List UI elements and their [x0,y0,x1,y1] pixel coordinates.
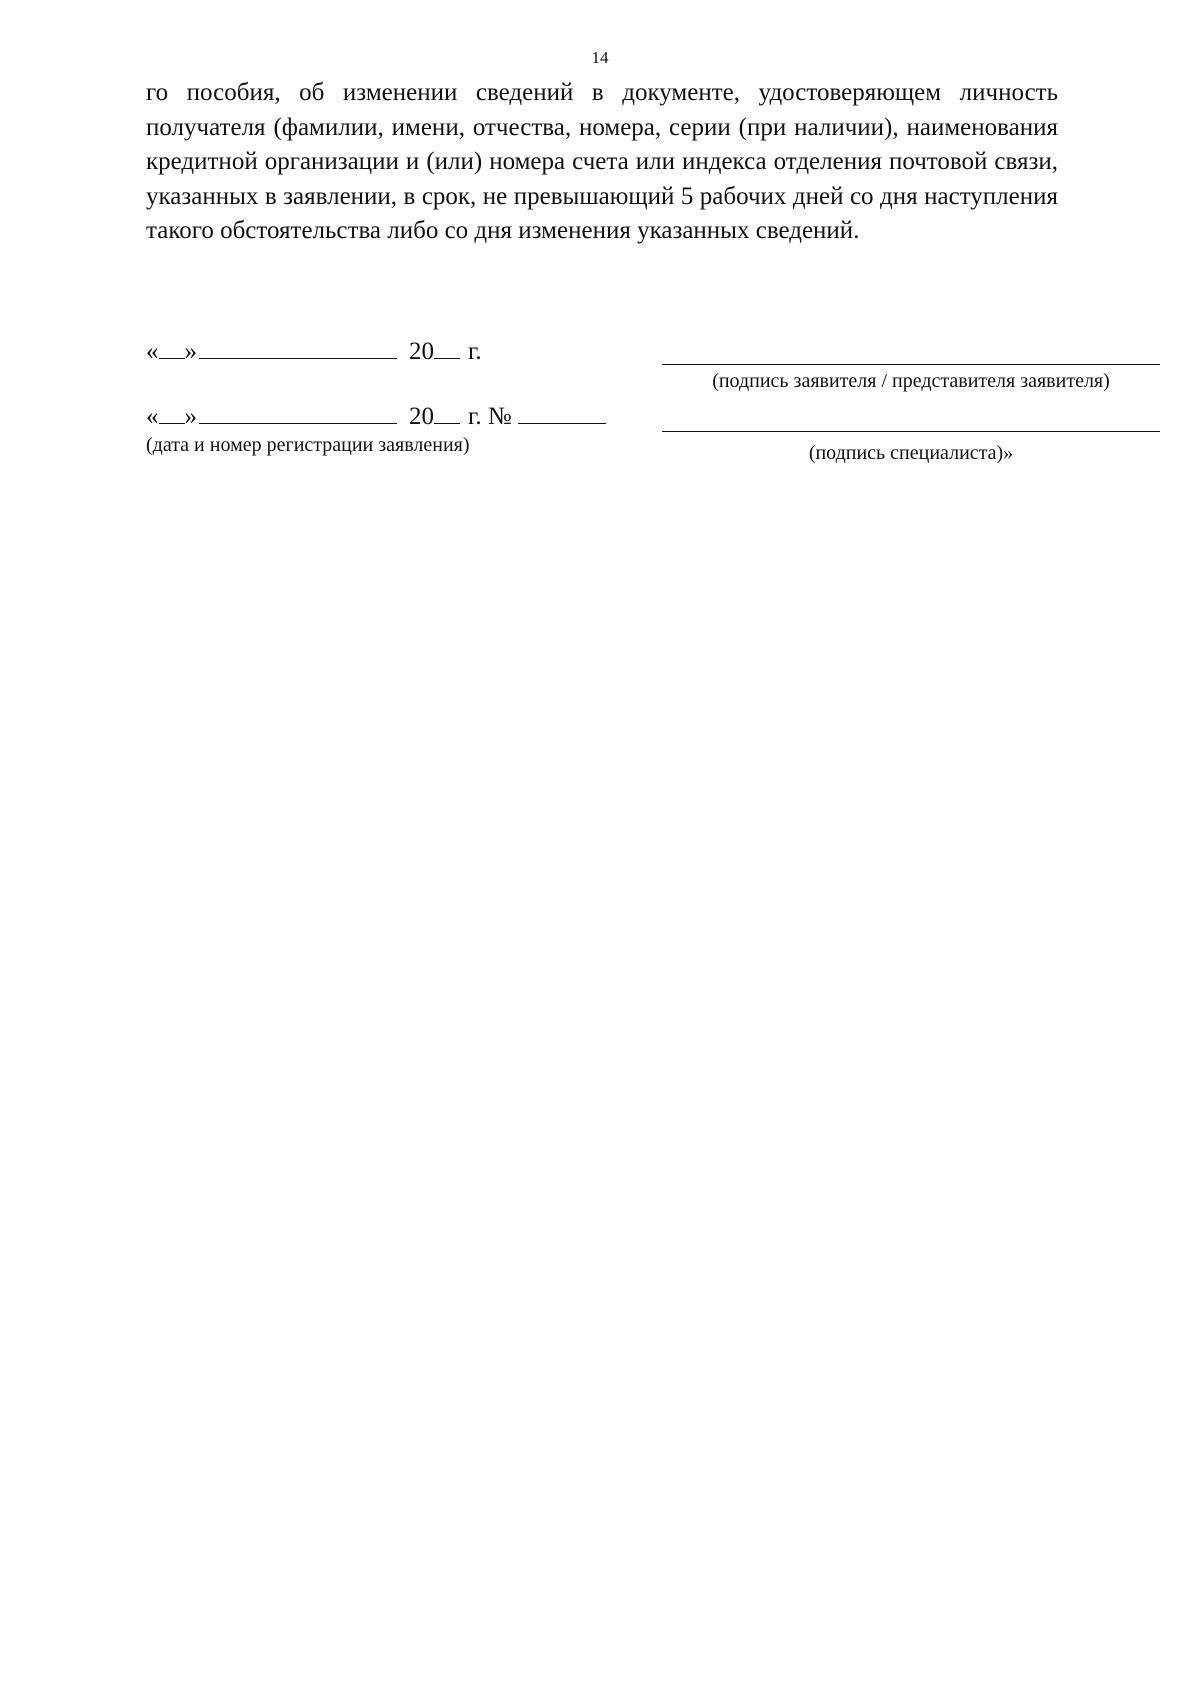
year-blank [434,401,460,424]
year-prefix: 20 [409,403,434,430]
day-blank [159,401,185,424]
year-number-suffix: г. № [468,403,512,430]
registration-caption: (дата и номер регистрации заявления) [146,434,470,456]
applicant-signature-caption: (подпись заявителя / представителя заявителя) [712,370,1110,392]
page-number: 14 [591,48,609,67]
specialist-signature-line [662,431,1160,432]
body-paragraph: го пособия, об изменении сведений в документе, удостоверяющем личность получателя (фамилии, имени, отчества, номера, серии (при наличии), наименования кредитной организации и (или) номера счета или индекса отделения почтовой связи, указанных в заявлении, в срок, не превышающий 5 рабочих дней со дня наступления такого обстоятельства либо со дня изменения указанных сведений. [146,79,1058,244]
specialist-signature-caption: (подпись специалиста)» [808,442,1014,464]
registration-date-row [146,336,482,367]
year-prefix: 20 [409,338,434,365]
year-blank [434,336,460,359]
month-blank [199,401,397,424]
day-blank [159,336,185,359]
registration-number-row [146,401,606,432]
open-quote: « [146,338,159,365]
registration-number-blank [518,401,606,424]
close-quote: » [184,403,197,430]
applicant-signature-line [662,364,1160,365]
year-suffix: г. [468,338,482,365]
open-quote: « [146,403,159,430]
close-quote: » [184,338,197,365]
month-blank [199,336,397,359]
